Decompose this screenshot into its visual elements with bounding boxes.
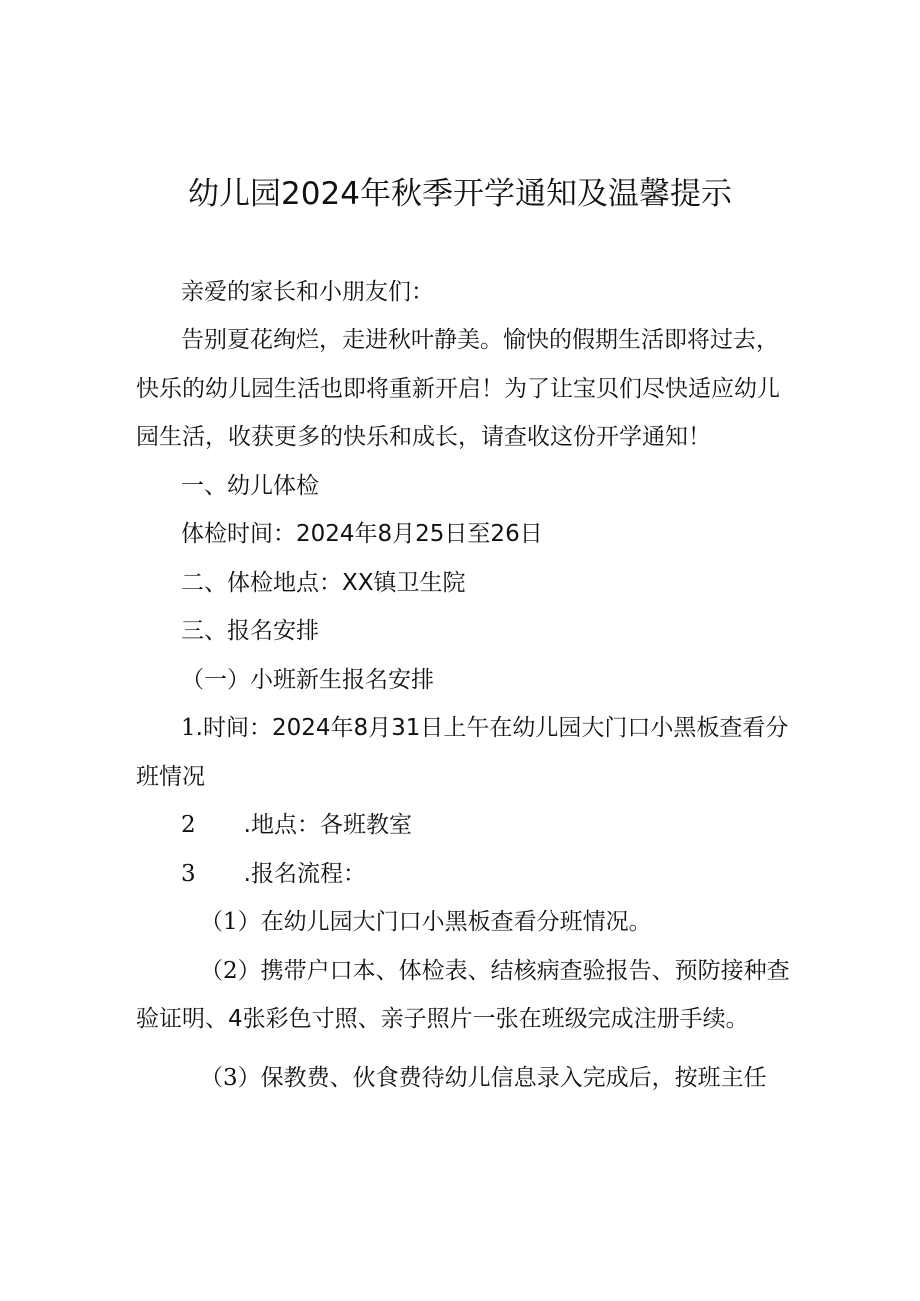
step-3-text: 保教费、伙食费待幼儿信息录入完成后，按班主任 bbox=[260, 1065, 767, 1091]
item-2-number: 2 bbox=[181, 812, 196, 838]
step-2-line-1 bbox=[200, 947, 790, 995]
item-2 bbox=[181, 801, 412, 849]
item-3-text: .报名流程： bbox=[243, 861, 366, 887]
item-3-number: 3 bbox=[181, 861, 196, 887]
subsection-heading-new-students: （一）小班新生报名安排 bbox=[181, 667, 434, 693]
intro-line-3: 园生活，收获更多的快乐和成长，请查收这份开学通知！ bbox=[136, 424, 711, 450]
item-2-text: .地点：各班教室 bbox=[243, 812, 412, 838]
item-3 bbox=[181, 850, 366, 898]
document-title: 幼儿园2024年秋季开学通知及温馨提示 bbox=[188, 176, 732, 212]
step-3-label: （3） bbox=[200, 1065, 261, 1091]
step-3 bbox=[200, 1054, 767, 1102]
exam-time: 体检时间：2024年8月25日至26日 bbox=[181, 521, 543, 547]
step-1-text: 在幼儿园大门口小黑板查看分班情况。 bbox=[260, 909, 652, 935]
item-1-text: .时间：2024年8月31日上午在幼儿园大门口小黑板查看分 bbox=[195, 715, 789, 741]
step-2-line-2: 验证明、4张彩色寸照、亲子照片一张在班级完成注册手续。 bbox=[136, 1006, 749, 1032]
section-heading-exam: 一、幼儿体检 bbox=[181, 473, 319, 499]
item-1-line-1 bbox=[181, 704, 788, 752]
step-1 bbox=[200, 898, 652, 946]
item-1-number: 1 bbox=[181, 715, 196, 741]
greeting: 亲爱的家长和小朋友们： bbox=[181, 279, 434, 305]
step-2-text: 携带户口本、体检表、结核病查验报告、预防接种查 bbox=[260, 958, 790, 984]
section-heading-registration: 三、报名安排 bbox=[181, 618, 319, 644]
item-1-line-2: 班情况 bbox=[136, 764, 205, 790]
intro-line-1: 告别夏花绚烂，走进秋叶静美。愉快的假期生活即将过去， bbox=[181, 327, 779, 353]
step-1-label: （1） bbox=[200, 909, 261, 935]
step-2-label: （2） bbox=[200, 958, 261, 984]
section-heading-exam-location: 二、体检地点：XX镇卫生院 bbox=[181, 570, 466, 596]
intro-line-2: 快乐的幼儿园生活也即将重新开启！为了让宝贝们尽快适应幼儿 bbox=[136, 376, 780, 402]
